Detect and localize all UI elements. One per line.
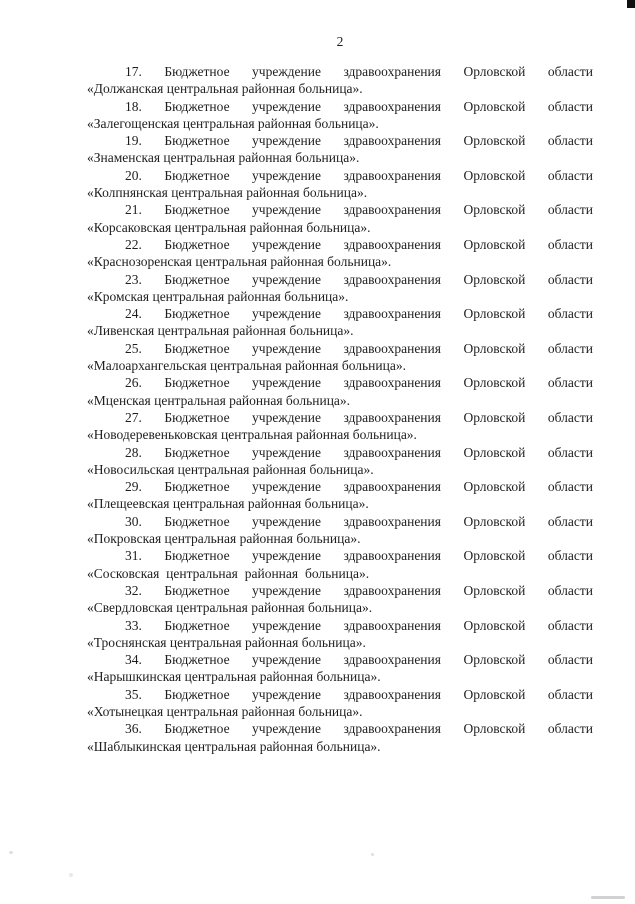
page-number: 2: [336, 34, 344, 49]
list-item: [87, 236, 593, 271]
list-item: [87, 271, 593, 306]
scan-speck: [371, 853, 374, 856]
item-number: 19.: [125, 133, 142, 149]
item-body-text: Бюджетное учреждение здравоохранения Орловской области: [164, 617, 594, 633]
item-name-line: «Кромская центральная районная больница».: [87, 288, 349, 304]
item-heading-line: [87, 132, 593, 149]
item-body-text: Бюджетное учреждение здравоохранения Орловской области: [164, 64, 594, 79]
institution-list: [87, 63, 593, 755]
item-number: 28.: [125, 444, 142, 460]
item-number: 17.: [125, 64, 142, 79]
item-name-line: «Троснянская центральная районная больница».: [87, 634, 366, 650]
item-heading-line: [87, 201, 593, 218]
item-name-line: «Свердловская центральная районная больница».: [87, 600, 373, 616]
item-heading-line: [87, 98, 593, 115]
list-item: [87, 374, 593, 409]
item-number: 23.: [125, 271, 142, 287]
item-name-line: «Корсаковская центральная районная больница».: [87, 219, 371, 235]
item-body-text: Бюджетное учреждение здравоохранения Орловской области: [164, 444, 594, 460]
item-heading-line: [87, 651, 593, 668]
list-item: [87, 617, 593, 652]
list-item: [87, 547, 593, 582]
item-name-line: «Ливенская центральная районная больница».: [87, 323, 354, 339]
item-name-line: «Шаблыкинская центральная районная больница».: [87, 738, 381, 754]
list-item: [87, 132, 593, 167]
item-number: 29.: [125, 479, 142, 495]
item-name-line: «Нарышкинская центральная районная больница».: [87, 669, 381, 685]
item-heading-line: [87, 720, 593, 737]
item-heading-line: [87, 444, 593, 461]
item-name-line: «Хотынецкая центральная районная больница».: [87, 703, 363, 719]
item-heading-line: [87, 513, 593, 530]
item-number: 18.: [125, 98, 142, 114]
item-number: 24.: [125, 306, 142, 322]
list-item: [87, 651, 593, 686]
item-name-line: «Новодеревеньковская центральная районная больница».: [87, 427, 417, 443]
item-body-text: Бюджетное учреждение здравоохранения Орловской области: [164, 548, 594, 564]
item-body-text: Бюджетное учреждение здравоохранения Орловской области: [164, 202, 594, 218]
item-name-line: «Знаменская центральная районная больница».: [87, 150, 360, 166]
list-item: [87, 340, 593, 375]
list-item: [87, 201, 593, 236]
scan-artifact-top-right: [627, 0, 635, 8]
item-heading-line: [87, 617, 593, 634]
item-number: 25.: [125, 340, 142, 356]
item-number: 35.: [125, 686, 142, 702]
item-heading-line: [87, 547, 593, 564]
item-body-text: Бюджетное учреждение здравоохранения Орловской области: [164, 582, 594, 598]
scan-speck: [9, 851, 13, 854]
item-number: 21.: [125, 202, 142, 218]
item-number: 26.: [125, 375, 142, 391]
item-number: 22.: [125, 236, 142, 252]
list-item: [87, 686, 593, 721]
item-heading-line: [87, 374, 593, 391]
list-item: [87, 478, 593, 513]
scan-speck: [69, 873, 73, 877]
list-item: [87, 167, 593, 202]
item-body-text: Бюджетное учреждение здравоохранения Орловской области: [164, 513, 594, 529]
list-item: [87, 305, 593, 340]
item-body-text: Бюджетное учреждение здравоохранения Орловской области: [164, 479, 594, 495]
item-name-line: «Должанская центральная районная больница».: [87, 81, 363, 97]
item-name-line: «Залегощенская центральная районная больница».: [87, 115, 379, 131]
scan-artifact-bottom-right: [591, 896, 625, 899]
item-number: 33.: [125, 617, 142, 633]
item-heading-line: [87, 63, 593, 80]
item-body-text: Бюджетное учреждение здравоохранения Орловской области: [164, 306, 594, 322]
item-name-line: «Колпнянская центральная районная больница».: [87, 185, 368, 201]
item-body-text: Бюджетное учреждение здравоохранения Орловской области: [164, 686, 594, 702]
list-item: [87, 513, 593, 548]
item-number: 34.: [125, 652, 142, 668]
item-number: 27.: [125, 409, 142, 425]
item-heading-line: [87, 340, 593, 357]
item-heading-line: [87, 582, 593, 599]
item-name-line: «Сосковская центральная районная больница».: [87, 565, 370, 581]
item-heading-line: [87, 236, 593, 253]
item-heading-line: [87, 686, 593, 703]
item-heading-line: [87, 305, 593, 322]
item-name-line: «Плещеевская центральная районная больница».: [87, 496, 369, 512]
item-number: 36.: [125, 721, 142, 737]
item-body-text: Бюджетное учреждение здравоохранения Орловской области: [164, 167, 594, 183]
item-number: 30.: [125, 513, 142, 529]
item-body-text: Бюджетное учреждение здравоохранения Орловской области: [164, 652, 594, 668]
item-heading-line: [87, 478, 593, 495]
list-item: [87, 409, 593, 444]
item-name-line: «Мценская центральная районная больница».: [87, 392, 351, 408]
item-body-text: Бюджетное учреждение здравоохранения Орловской области: [164, 409, 594, 425]
item-body-text: Бюджетное учреждение здравоохранения Орловской области: [164, 340, 594, 356]
list-item: [87, 98, 593, 133]
item-name-line: «Новосильская центральная районная больница».: [87, 461, 374, 477]
item-heading-line: [87, 409, 593, 426]
item-heading-line: [87, 271, 593, 288]
item-number: 32.: [125, 582, 142, 598]
item-name-line: «Краснозоренская центральная районная больница».: [87, 254, 392, 270]
list-item: [87, 720, 593, 755]
item-body-text: Бюджетное учреждение здравоохранения Орловской области: [164, 133, 594, 149]
list-item: [87, 63, 593, 98]
item-name-line: «Малоархангельская центральная районная больница».: [87, 358, 406, 374]
item-heading-line: [87, 167, 593, 184]
item-body-text: Бюджетное учреждение здравоохранения Орловской области: [164, 271, 594, 287]
item-body-text: Бюджетное учреждение здравоохранения Орловской области: [164, 98, 594, 114]
item-body-text: Бюджетное учреждение здравоохранения Орловской области: [164, 375, 594, 391]
list-item: [87, 444, 593, 479]
item-body-text: Бюджетное учреждение здравоохранения Орловской области: [164, 721, 594, 737]
item-body-text: Бюджетное учреждение здравоохранения Орловской области: [164, 236, 594, 252]
list-item: [87, 582, 593, 617]
item-number: 20.: [125, 167, 142, 183]
item-number: 31.: [125, 548, 142, 564]
item-name-line: «Покровская центральная районная больница».: [87, 531, 361, 547]
